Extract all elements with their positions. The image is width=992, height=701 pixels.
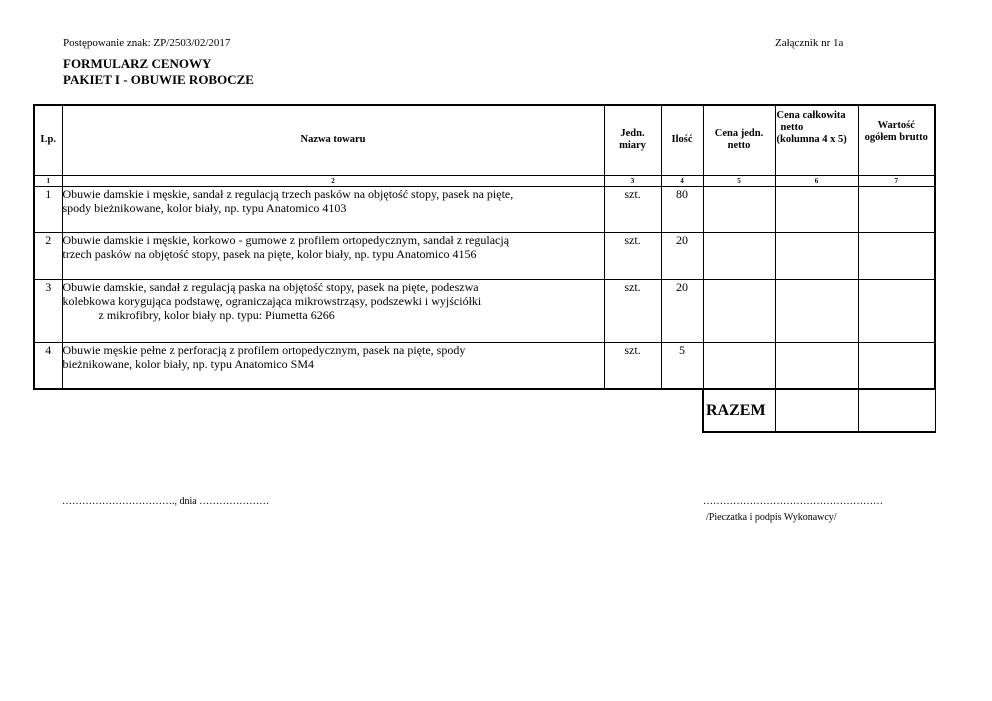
row-name-line: z mikrofibry, kolor biały np. typu: Piumetta 6266 (98, 307, 335, 322)
row-qty: 5 (661, 342, 703, 389)
row-name-line: spody bieżnikowane, kolor biały, np. typu Anatomico 4103 (62, 200, 347, 215)
row-unit-price-cell (703, 279, 775, 342)
row-name-line: Obuwie damskie i męskie, korkowo - gumowe z profilem ortopedycznym, sandał z regulacją (62, 232, 510, 247)
col-header-total-net-line2: netto (780, 122, 804, 133)
row-total-net-cell (775, 279, 858, 342)
row-gross-cell (858, 342, 935, 389)
total-row-spacer (604, 389, 661, 432)
row-name-line: trzech pasków na objętość stopy, pasek na pięte, kolor biały, np. typu Anatomico 4156 (62, 246, 477, 261)
col-header-unit-line1: Jedn. (620, 128, 645, 140)
date-line: ……………………………., dnia ………………… (62, 496, 270, 507)
price-form-table (33, 104, 936, 433)
table-row (34, 342, 935, 389)
row-name-line: bieżnikowane, kolor biały, np. typu Anatomico SM4 (62, 356, 315, 371)
row-lp: 2 (34, 232, 62, 279)
total-row-spacer (661, 389, 703, 432)
row-unit-price-cell (703, 186, 775, 232)
table-row (34, 186, 935, 232)
row-unit: szt. (604, 279, 661, 342)
col-header-qty: Ilość (661, 105, 703, 175)
row-gross-cell (858, 279, 935, 342)
col-header-unit-price-line2: netto (727, 140, 751, 152)
total-gross-cell (858, 389, 935, 432)
row-name (62, 232, 604, 279)
total-net-cell (775, 389, 858, 432)
col-header-name: Nazwa towaru (62, 105, 604, 175)
row-lp: 4 (34, 342, 62, 389)
row-qty: 80 (661, 186, 703, 232)
row-name (62, 342, 604, 389)
column-number: 1 (34, 175, 62, 186)
table-row (34, 279, 935, 342)
row-name-line: Obuwie damskie i męskie, sandał z regulacją trzech pasków na objętość stopy, pasek na pięte, (62, 186, 514, 201)
col-header-gross (858, 105, 935, 175)
form-title-line2: PAKIET I - OBUWIE ROBOCZE (63, 72, 254, 87)
row-name (62, 186, 604, 232)
col-header-gross-line1: Wartość (877, 120, 915, 131)
row-unit-price-cell (703, 232, 775, 279)
column-number: 7 (858, 175, 935, 186)
row-qty: 20 (661, 279, 703, 342)
row-total-net-cell (775, 186, 858, 232)
row-lp: 3 (34, 279, 62, 342)
col-header-unit (604, 105, 661, 175)
column-number: 4 (661, 175, 703, 186)
row-total-net-cell (775, 342, 858, 389)
row-gross-cell (858, 186, 935, 232)
row-unit: szt. (604, 186, 661, 232)
signature-caption: /Pieczatka i podpis Wykonawcy/ (706, 512, 837, 523)
table-row (34, 232, 935, 279)
row-unit: szt. (604, 342, 661, 389)
attachment-label: Załącznik nr 1a (775, 37, 844, 49)
column-number: 3 (604, 175, 661, 186)
row-unit: szt. (604, 232, 661, 279)
col-header-total-net (775, 105, 858, 175)
form-title (63, 56, 254, 88)
row-name (62, 279, 604, 342)
row-lp: 1 (34, 186, 62, 232)
table-header-row (34, 105, 935, 175)
total-label: RAZEM (703, 389, 775, 432)
signature-line: ……………………………………………… (703, 496, 883, 507)
col-header-unit-price-line1: Cena jedn. (714, 128, 764, 140)
column-number: 6 (775, 175, 858, 186)
total-row-spacer (34, 389, 62, 432)
row-unit-price-cell (703, 342, 775, 389)
total-row-spacer (62, 389, 604, 432)
col-header-unit-line2: miary (619, 140, 646, 152)
reference-number: Postępowanie znak: ZP/2503/02/2017 (63, 37, 231, 49)
col-header-unit-price (703, 105, 775, 175)
col-header-total-net-line3: (kolumna 4 x 5) (776, 134, 847, 145)
column-number-row (34, 175, 935, 186)
col-header-gross-line2: ogółem brutto (864, 132, 928, 143)
column-number: 2 (62, 175, 604, 186)
col-header-total-net-line1: Cena całkowita (776, 110, 846, 121)
row-name-line: kolebkowa korygująca podstawę, ograniczająca mikrowstrząsy, podszewki i wyjściółki (62, 293, 482, 308)
column-number: 5 (703, 175, 775, 186)
total-row (34, 389, 935, 432)
row-qty: 20 (661, 232, 703, 279)
row-name-line: Obuwie męskie pełne z perforacją z profilem ortopedycznym, pasek na pięte, spody (62, 342, 466, 357)
col-header-lp: Lp. (34, 105, 62, 175)
row-gross-cell (858, 232, 935, 279)
form-title-line1: FORMULARZ CENOWY (63, 56, 212, 71)
row-name-line: Obuwie damskie, sandał z regulacją paska na objętość stopy, pasek na pięte, podeszwa (62, 279, 479, 294)
row-total-net-cell (775, 232, 858, 279)
